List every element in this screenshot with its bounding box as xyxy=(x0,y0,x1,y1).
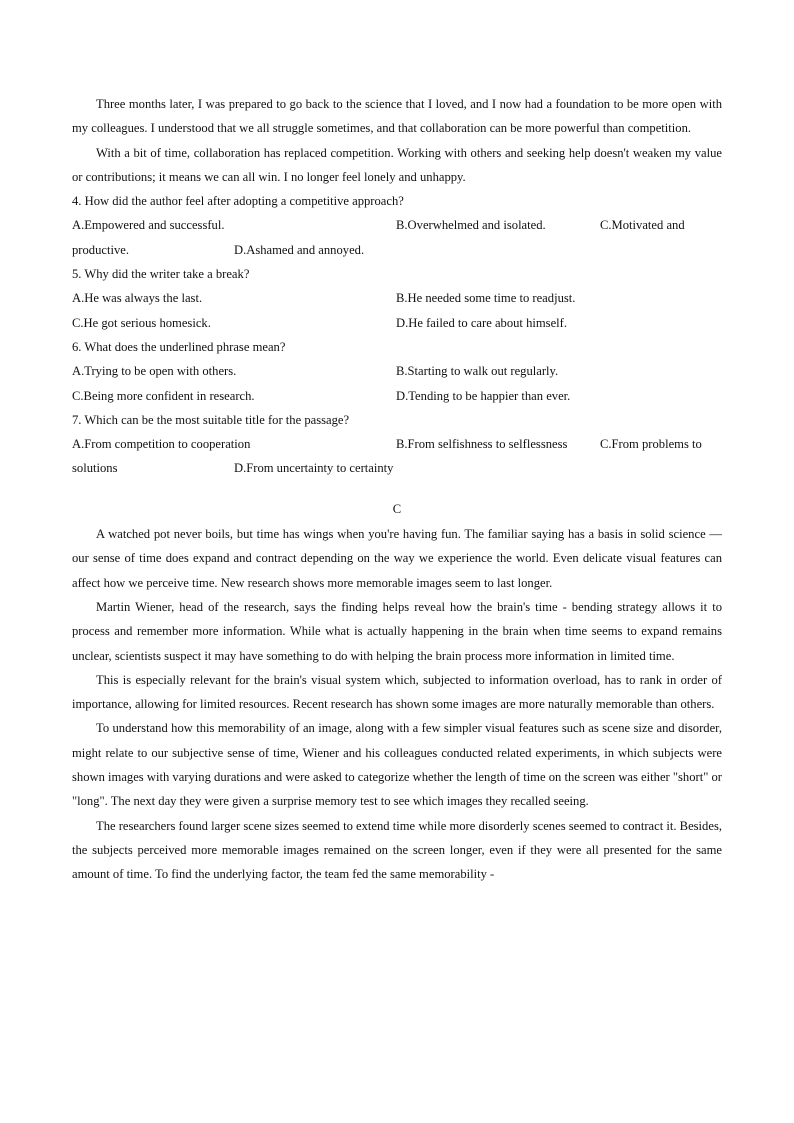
question-6-options-row-1 xyxy=(72,359,722,383)
passage-b-paragraph-1: Three months later, I was prepared to go back to the science that I loved, and I now had a foundation to be more open with my colleagues. I understood that we all struggle sometimes, and that collaboration can be more powerful than competition. xyxy=(72,97,722,136)
question-4-option-b: B.Overwhelmed and isolated. xyxy=(396,218,546,233)
question-4-option-c-continued: productive. xyxy=(72,242,130,257)
passage-b-paragraph-2: With a bit of time, collaboration has replaced competition. Working with others and seeking help doesn't weaken my value or contributions; it means we can all win. I no longer feel lonely and unhappy. xyxy=(72,145,722,184)
question-5-option-a: A.He was always the last. xyxy=(72,291,203,306)
question-6-options-row-2 xyxy=(72,384,722,408)
question-7-options-row-2 xyxy=(72,456,722,480)
passage-c-paragraph-5: The researchers found larger scene sizes seemed to extend time while more disorderly scenes seemed to contract it. Besides, the subjects perceived more memorable images remained on the screen longer, even if they were all presented for the same amount of time. To find the underlying factor, the team fed the same memorability - xyxy=(72,818,722,882)
question-5-options-row-2 xyxy=(72,311,722,335)
passage-c-paragraph-2: Martin Wiener, head of the research, says the finding helps reveal how the brain's time - bending strategy allows it to process and remember more information. While what is actually happening in the brain when time seems to expand remains unclear, scientists suspect it may have something to do with helping the brain process more information in limited time. xyxy=(72,599,722,663)
question-7-option-b: B.From selfishness to selflessness xyxy=(396,437,568,452)
question-5-option-c: C.He got serious homesick. xyxy=(72,315,211,330)
question-5-option-b: B.He needed some time to readjust. xyxy=(396,291,576,306)
question-4-option-c: C.Motivated and xyxy=(600,218,685,233)
question-6-option-a: A.Trying to be open with others. xyxy=(72,364,237,379)
passage-c-paragraph-4: To understand how this memorability of an image, along with a few simpler visual features such as scene size and disorder, might relate to our subjective sense of time, Wiener and his colleagues conducted related experiments, in which subjects were shown images with varying durations and were asked to categorize whether the length of time on the screen was either "short" or "long". The next day they were given a surprise memory test to see which images they recalled seeing. xyxy=(72,721,722,809)
passage-c-paragraph-3: This is especially relevant for the brain's visual system which, subjected to information overload, has to rank in order of importance, allowing for limited resources. Recent research has shown some images are more naturally memorable than others. xyxy=(72,672,722,712)
question-6-stem: 6. What does the underlined phrase mean? xyxy=(72,339,286,354)
question-6-option-b: B.Starting to walk out regularly. xyxy=(396,364,559,379)
question-4-option-d: D.Ashamed and annoyed. xyxy=(234,242,365,257)
question-7-stem: 7. Which can be the most suitable title for the passage? xyxy=(72,412,350,427)
question-5-stem: 5. Why did the writer take a break? xyxy=(72,267,250,282)
question-5-option-d: D.He failed to care about himself. xyxy=(396,315,567,330)
question-5-options-row-1 xyxy=(72,286,722,310)
question-7-options-row-1 xyxy=(72,432,722,456)
question-4-options-row-2 xyxy=(72,238,722,262)
document-page xyxy=(72,92,722,887)
question-6-option-d: D.Tending to be happier than ever. xyxy=(396,388,571,403)
question-4-option-a: A.Empowered and successful. xyxy=(72,218,225,233)
passage-c-paragraph-1: A watched pot never boils, but time has wings when you're having fun. The familiar saying has a basis in solid science — our sense of time does expand and contract depending on the way we experience the world. Even delicate visual features can affect how we perceive time. New research shows more memorable images seem to last longer. xyxy=(72,527,722,590)
question-6-option-c: C.Being more confident in research. xyxy=(72,388,255,403)
question-7-option-d: D.From uncertainty to certainty xyxy=(234,461,394,476)
question-7-option-a: A.From competition to cooperation xyxy=(72,437,251,452)
section-c-label: C xyxy=(392,501,402,516)
question-4-stem: 4. How did the author feel after adopting a competitive approach? xyxy=(72,194,404,209)
question-7-option-c-continued: solutions xyxy=(72,461,118,476)
question-7-option-c: C.From problems to xyxy=(600,437,702,452)
question-4-options-row-1 xyxy=(72,213,722,237)
